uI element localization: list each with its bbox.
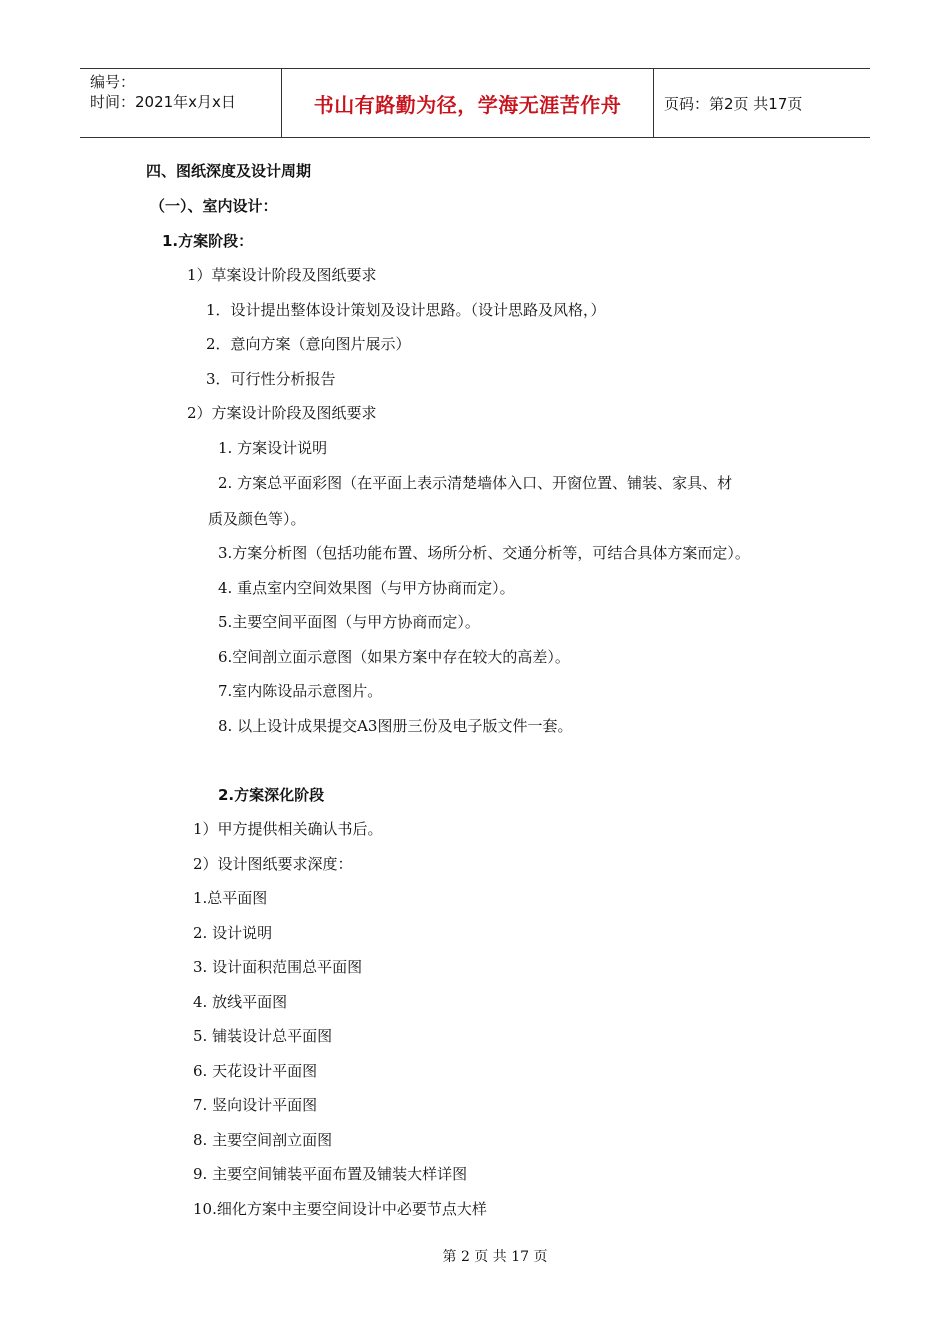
doc-number-label: 编号： [90,73,136,91]
list-item: 1）甲方提供相关确认书后。 [193,820,383,838]
list-item-continuation: 质及颜色等）。 [208,510,306,528]
list-item: 2）设计图纸要求深度： [193,855,353,873]
list-item: 2. 方案总平面彩图（在平面上表示清楚墙体入口、开窗位置、铺装、家具、材 [218,474,733,492]
list-item: 5. 铺装设计总平面图 [193,1027,333,1045]
list-item: 3．可行性分析报告 [206,370,336,388]
header-motto: 书山有路勤为径，学海无涯苦作舟 [313,92,622,117]
header-motto-cell [281,69,654,137]
list-item: 1. 方案设计说明 [218,439,328,457]
list-item: 6.空间剖立面示意图（如果方案中存在较大的高差）。 [218,648,570,666]
list-item: 4. 放线平面图 [193,993,288,1011]
stage-heading: 2.方案深化阶段 [218,786,325,804]
header-page-info: 页码：第2页 共17页 [664,94,803,113]
subsection-heading: （一）、室内设计： [150,197,278,215]
list-item: 2）方案设计阶段及图纸要求 [187,404,377,422]
list-item: 4. 重点室内空间效果图（与甲方协商而定）。 [218,579,515,597]
list-item: 8. 以上设计成果提交A3图册三份及电子版文件一套。 [218,717,573,735]
list-item: 3. 设计面积范围总平面图 [193,958,363,976]
list-item: 8. 主要空间剖立面图 [193,1131,333,1149]
list-item: 10.细化方案中主要空间设计中必要节点大样 [193,1200,487,1218]
section-heading: 四、图纸深度及设计周期 [146,162,312,180]
list-item: 5.主要空间平面图（与甲方协商而定）。 [218,613,480,631]
list-item: 7. 竖向设计平面图 [193,1096,318,1114]
list-item: 6. 天花设计平面图 [193,1062,318,1080]
list-item: 7.室内陈设品示意图片。 [218,682,383,700]
page-footer [0,1246,950,1266]
header-meta [80,69,281,137]
list-item: 3.方案分析图（包括功能布置、场所分析、交通分析等，可结合具体方案而定）。 [218,544,750,562]
doc-time-label: 时间：2021年x月x日 [90,93,236,111]
list-item: 2. 设计说明 [193,924,273,942]
page-header [80,68,870,138]
stage-heading: 1.方案阶段： [162,232,254,250]
list-item: 9. 主要空间铺装平面布置及铺装大样详图 [193,1165,468,1183]
list-item: 1.总平面图 [193,889,268,907]
list-item: 1）草案设计阶段及图纸要求 [187,266,377,284]
list-item: 1．设计提出整体设计策划及设计思路。（设计思路及风格，） [206,301,606,319]
list-item: 2．意向方案（意向图片展示） [206,335,411,353]
footer-page-number: 第 2 页 共 17 页 [442,1249,548,1265]
